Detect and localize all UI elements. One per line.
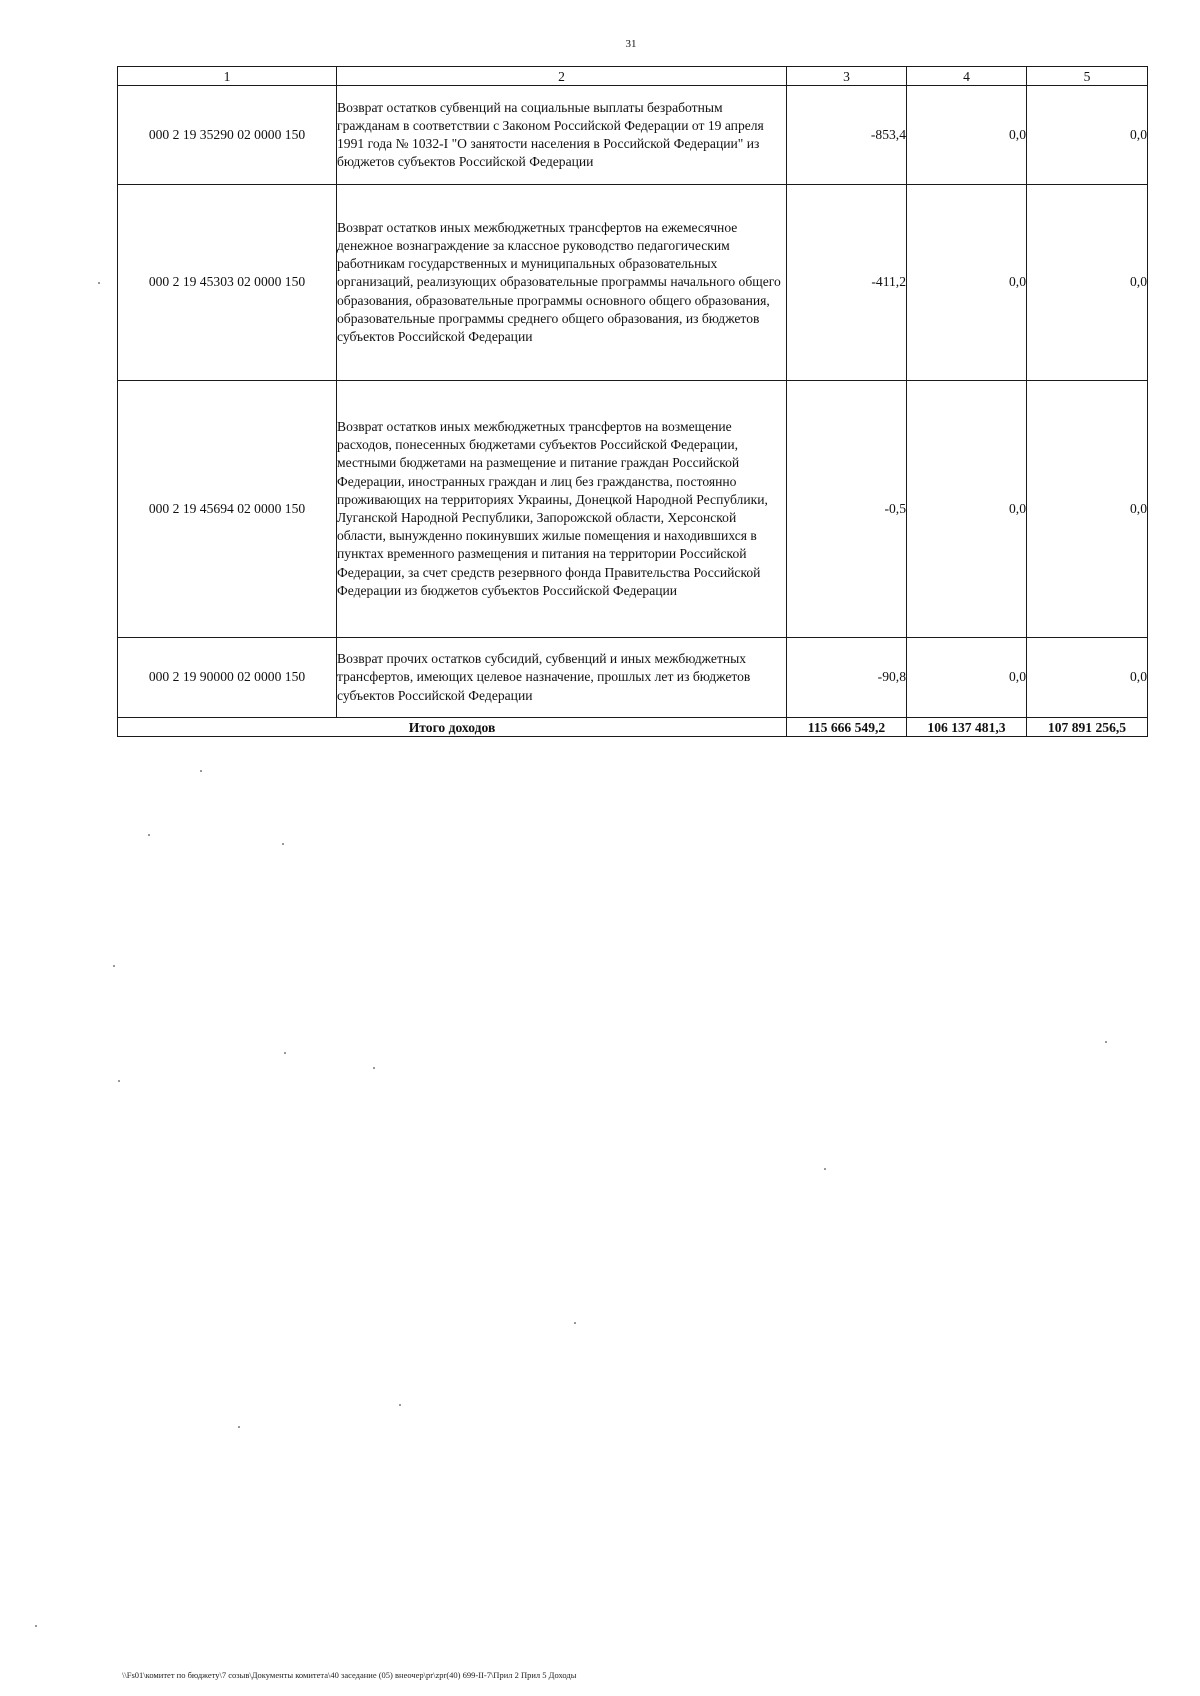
scan-speck xyxy=(824,1168,826,1170)
scan-speck xyxy=(284,1052,286,1054)
amount-col4: 0,0 xyxy=(907,86,1027,185)
revenue-table xyxy=(117,66,1148,737)
table-row xyxy=(118,638,1148,718)
amount-col3: -0,5 xyxy=(787,381,907,638)
scan-speck xyxy=(200,770,202,772)
total-col4: 106 137 481,3 xyxy=(907,718,1027,737)
table-row xyxy=(118,86,1148,185)
budget-code: 000 2 19 35290 02 0000 150 xyxy=(118,86,337,185)
budget-code: 000 2 19 90000 02 0000 150 xyxy=(118,638,337,718)
income-description: Возврат остатков субвенций на социальные выплаты безработным гражданам в соответствии с Законом Российской Федерации от 19 апреля 1991 года № 1032-I "О занятости населения в Российской Федерации" из бюджетов субъектов Российской Федерации xyxy=(337,86,787,185)
total-col5: 107 891 256,5 xyxy=(1027,718,1148,737)
scan-speck xyxy=(35,1625,37,1627)
amount-col3: -90,8 xyxy=(787,638,907,718)
scan-speck xyxy=(113,965,115,967)
amount-col4: 0,0 xyxy=(907,638,1027,718)
scan-speck xyxy=(282,843,284,845)
scan-speck xyxy=(238,1426,240,1428)
budget-code: 000 2 19 45303 02 0000 150 xyxy=(118,185,337,381)
scan-speck xyxy=(574,1322,576,1324)
file-path-footer: \\Fs01\комитет по бюджету\7 созыв\Документы комитета\40 заседание (05) внеочер\pr\zpr(40) 699-II-7\Прил 2 Прил 5 Доходы xyxy=(122,1670,577,1680)
table-row xyxy=(118,185,1148,381)
amount-col5: 0,0 xyxy=(1027,638,1148,718)
column-header-1: 1 xyxy=(118,67,337,86)
amount-col5: 0,0 xyxy=(1027,185,1148,381)
amount-col5: 0,0 xyxy=(1027,86,1148,185)
scan-speck xyxy=(1105,1041,1107,1043)
budget-code: 000 2 19 45694 02 0000 150 xyxy=(118,381,337,638)
column-header-2: 2 xyxy=(337,67,787,86)
page-number: 31 xyxy=(625,38,637,50)
scan-speck xyxy=(118,1080,120,1082)
scan-speck xyxy=(399,1404,401,1406)
income-description: Возврат прочих остатков субсидий, субвенций и иных межбюджетных трансфертов, имеющих целевое назначение, прошлых лет из бюджетов субъектов Российской Федерации xyxy=(337,638,787,718)
income-description: Возврат остатков иных межбюджетных трансфертов на ежемесячное денежное вознаграждение за классное руководство педагогическим работникам государственных и муниципальных образовательных организаций, реализующих образовательные программы начального общего образования, образовательные программы основного общего образования, образовательные программы среднего общего образования, из бюджетов субъектов Российской Федерации xyxy=(337,185,787,381)
scan-speck xyxy=(98,282,100,284)
table-row xyxy=(118,381,1148,638)
amount-col3: -853,4 xyxy=(787,86,907,185)
total-row xyxy=(118,718,1148,737)
column-header-3: 3 xyxy=(787,67,907,86)
scan-speck xyxy=(148,834,150,836)
income-description: Возврат остатков иных межбюджетных трансфертов на возмещение расходов, понесенных бюджетами субъектов Российской Федерации, местными бюджетами на размещение и питание граждан Российской Федерации, иностранных граждан и лиц без гражданства, постоянно проживающих на территориях Украины, Донецкой Народной Республики, Луганской Народной Республики, Запорожской области, Херсонской области, вынужденно покинувших жилые помещения и находившихся в пунктах временного размещения и питания на территории Российской Федерации, за счет средств резервного фонда Правительства Российской Федерации из бюджетов субъектов Российской Федерации xyxy=(337,381,787,638)
amount-col3: -411,2 xyxy=(787,185,907,381)
column-header-4: 4 xyxy=(907,67,1027,86)
amount-col4: 0,0 xyxy=(907,185,1027,381)
total-col3: 115 666 549,2 xyxy=(787,718,907,737)
table-header-row xyxy=(118,67,1148,86)
scan-speck xyxy=(373,1067,375,1069)
column-header-5: 5 xyxy=(1027,67,1148,86)
amount-col4: 0,0 xyxy=(907,381,1027,638)
total-label: Итого доходов xyxy=(118,718,787,737)
amount-col5: 0,0 xyxy=(1027,381,1148,638)
